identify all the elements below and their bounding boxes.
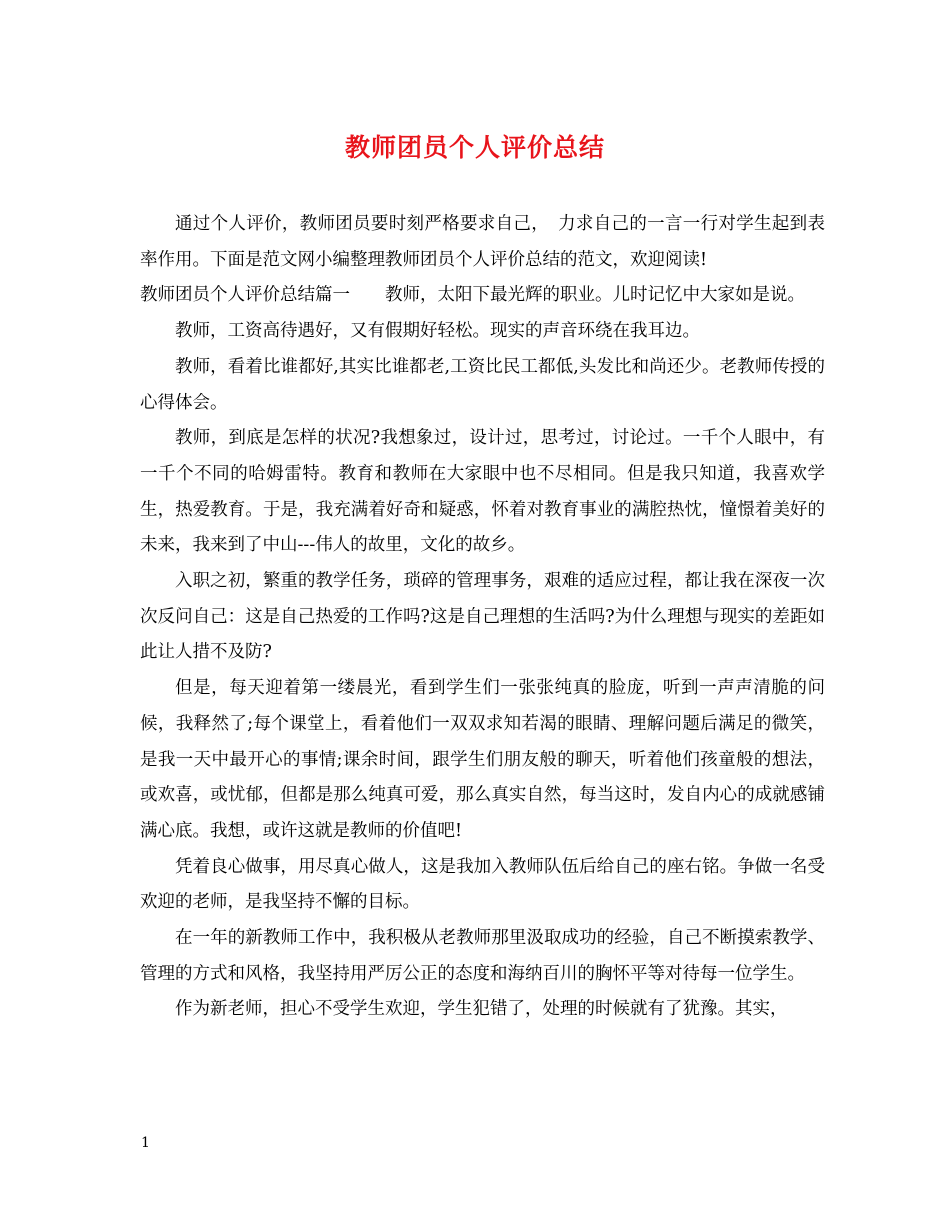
document-title: 教师团员个人评价总结: [344, 133, 605, 162]
paragraph: 但是，每天迎着第一缕晨光，看到学生们一张张纯真的脸庞，听到一声声清脆的问候，我释然了;每个课堂上，看着他们一双双求知若渴的眼睛、理解问题后满足的微笑，是我一天中最开心的事情;课余时间，跟学生们朋友般的聊天，听着他们孩童般的想法，或欢喜，或忧郁，但都是那么纯真可爱，那么真实自然，每当这时，发自内心的成就感铺满心底。我想，或许这就是教师的价值吧!: [140, 678, 825, 841]
document-body: [140, 207, 825, 1028]
paragraph: 教师团员个人评价总结篇一 教师，太阳下最光辉的职业。儿时记忆中大家如是说。: [140, 285, 805, 306]
paragraph: 教师，工资高待遇好，又有假期好轻松。现实的声音环绕在我耳边。: [175, 321, 700, 342]
paragraph: 入职之初，繁重的教学任务，琐碎的管理事务，艰难的适应过程，都让我在深夜一次次反问自己：这是自己热爱的工作吗?这是自己理想的生活吗?为什么理想与现实的差距如此让人措不及防?: [140, 571, 825, 663]
paragraph: 凭着良心做事，用尽真心做人，这是我加入教师队伍后给自己的座右铭。争做一名受欢迎的老师，是我坚持不懈的目标。: [140, 856, 825, 913]
paragraph: 教师，到底是怎样的状况?我想象过，设计过，思考过，讨论过。一千个人眼中，有一千个不同的哈姆雷特。教育和教师在大家眼中也不尽相同。但是我只知道，我喜欢学生，热爱教育。于是，我充满着好奇和疑惑，怀着对教育事业的满腔热忱，憧憬着美好的未来，我来到了中山---伟人的故里，文化的故乡。: [140, 428, 825, 556]
paragraph: 在一年的新教师工作中，我积极从老教师那里汲取成功的经验，自己不断摸索教学、管理的方式和风格，我坚持用严厉公正的态度和海纳百川的胸怀平等对待每一位学生。: [140, 928, 825, 984]
paragraph: 教师，看着比谁都好,其实比谁都老,工资比民工都低,头发比和尚还少。老教师传授的心得体会。: [140, 356, 825, 413]
page-number: 1: [141, 1135, 150, 1151]
paragraph: 通过个人评价，教师团员要时刻严格要求自己， 力求自己的一言一行对学生起到表率作用。下面是范文网小编整理教师团员个人评价总结的范文，欢迎阅读!: [140, 214, 825, 270]
paragraph: 作为新老师，担心不受学生欢迎，学生犯错了，处理的时候就有了犹豫。其实，: [175, 999, 788, 1020]
